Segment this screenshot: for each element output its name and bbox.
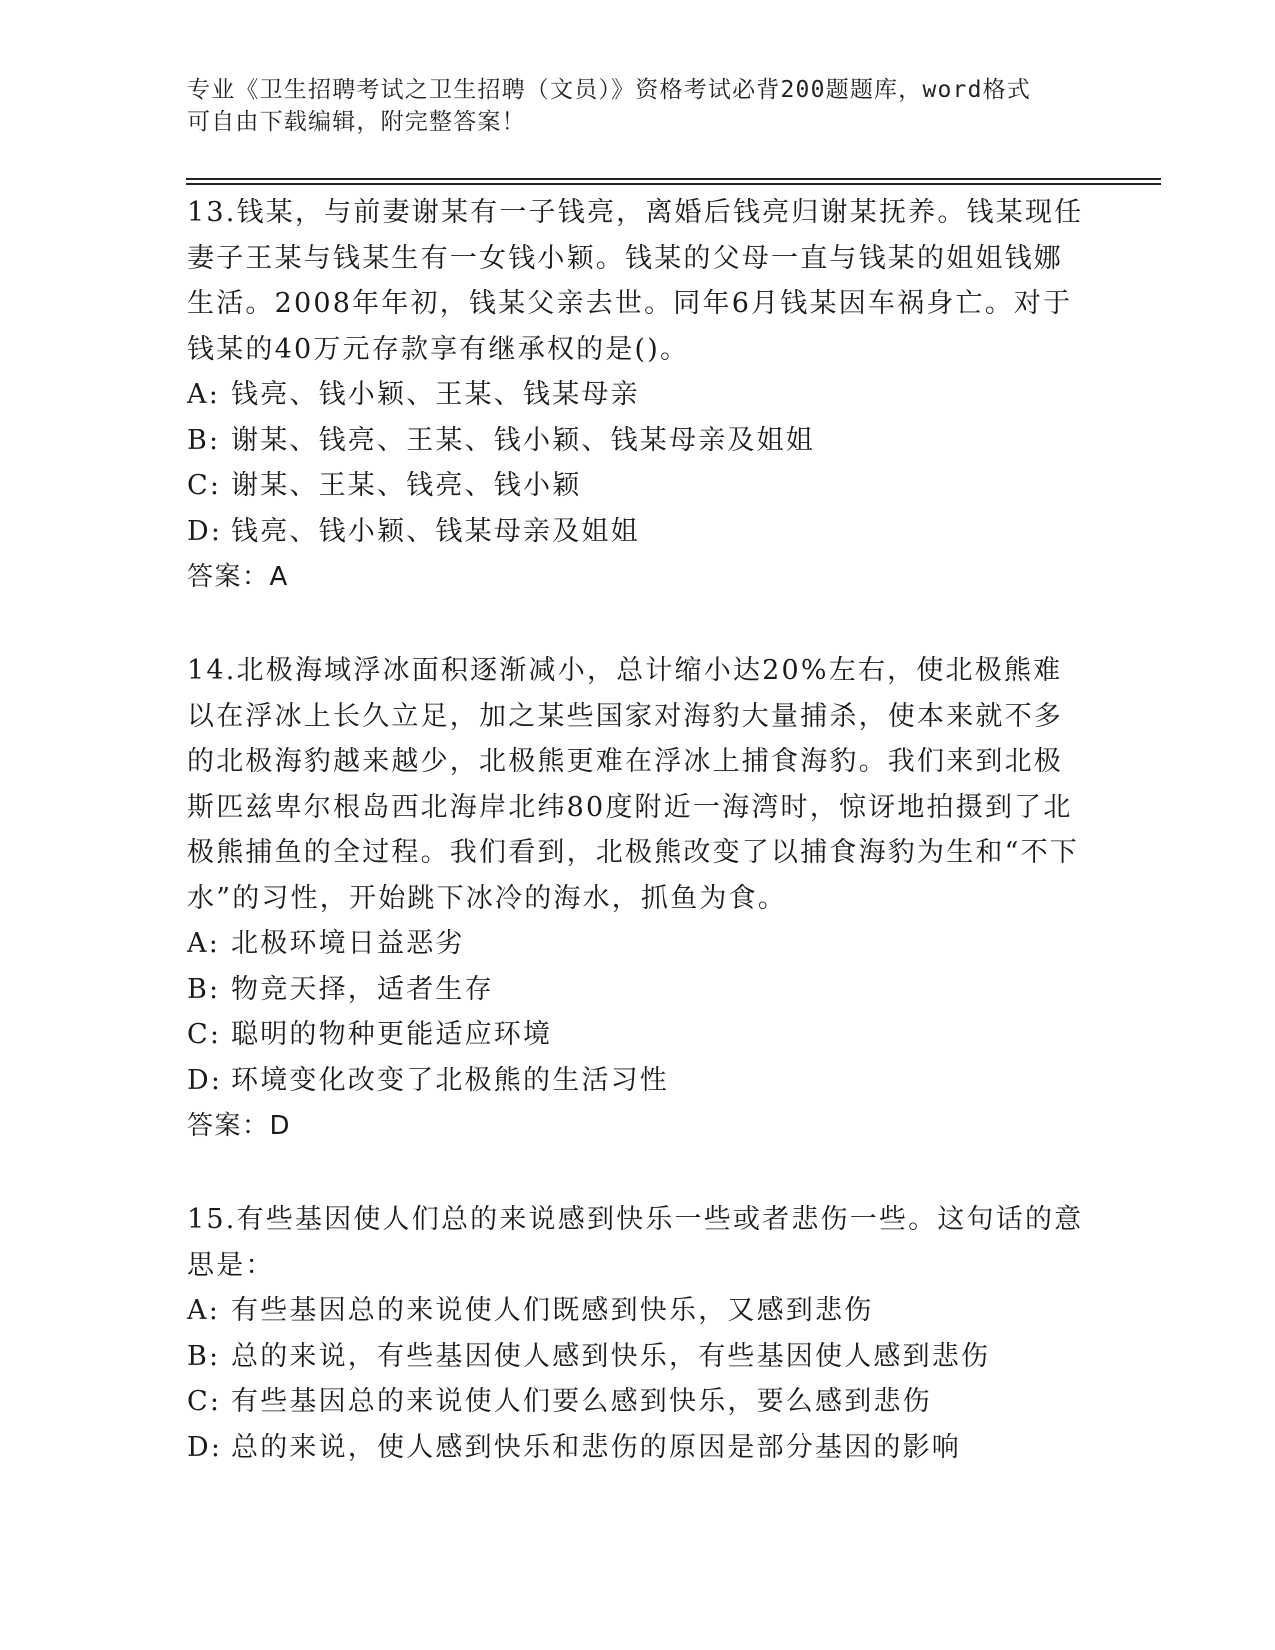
option-letter: A: [187, 928, 220, 959]
option-letter: A: [187, 1295, 220, 1326]
option-text: 聪明的物种更能适应环境 [231, 1019, 553, 1050]
question-stem: 14.北极海域浮冰面积逐渐减小，总计缩小达20%左右，使北极熊难以在浮冰上长久立足，加之某些国家对海豹大量捕杀，使本来就不多的北极海豹越来越少，北极熊更难在浮冰上捕食海豹。我们来到北极斯匹兹卑尔根岛西北海岸北纬80度附近一海湾时，惊讶地拍摄到了北极熊捕鱼的全过程。我们看到，北极熊改变了以捕食海豹为生和“不下水”的习性，开始跳下冰冷的海水，抓鱼为食。 [187, 655, 1080, 914]
option-letter: C: [187, 1019, 222, 1050]
answer-line: 答案：D [187, 1111, 292, 1141]
question-stem: 15.有些基因使人们总的来说感到快乐一些或者悲伤一些。这句话的意思是： [187, 1204, 1084, 1281]
option-a [187, 1288, 1087, 1334]
option-letter: D: [187, 515, 223, 547]
option-text: 物竞天择，适者生存 [231, 973, 494, 1005]
option-text: 总的来说，使人感到快乐和悲伤的原因是部分基因的影响 [231, 1431, 961, 1463]
option-b [187, 1334, 1087, 1380]
question-13 [187, 190, 1087, 600]
option-letter: A: [187, 379, 220, 410]
option-letter: B: [187, 973, 221, 1005]
option-letter: B: [187, 1340, 221, 1372]
option-c [187, 1012, 1087, 1058]
option-text: 钱亮、钱小颖、王某、钱某母亲 [231, 379, 640, 410]
header-line-2: 可自由下载编辑，附完整答案！ [187, 109, 526, 135]
option-text: 有些基因总的来说使人们要么感到快乐，要么感到悲伤 [231, 1386, 932, 1417]
option-c [187, 463, 1087, 509]
option-text: 谢某、钱亮、王某、钱小颖、钱某母亲及姐姐 [231, 424, 815, 456]
option-text: 谢某、王某、钱亮、钱小颖 [231, 470, 582, 501]
answer-line: 答案：A [187, 562, 289, 592]
option-text: 总的来说，有些基因使人感到快乐，有些基因使人感到悲伤 [231, 1340, 991, 1372]
option-d [187, 1425, 1087, 1471]
option-text: 北极环境日益恶劣 [231, 928, 465, 959]
option-c [187, 1379, 1087, 1425]
option-letter: D: [187, 1064, 223, 1096]
header-line-1: 专业《卫生招聘考试之卫生招聘（文员）》资格考试必背200题题库，word格式 [187, 77, 1032, 103]
question-list [187, 190, 1087, 1518]
option-letter: C: [187, 470, 222, 501]
question-stem: 13.钱某，与前妻谢某有一子钱亮，离婚后钱亮归谢某抚养。钱某现任妻子王某与钱某生有一女钱小颖。钱某的父母一直与钱某的姐姐钱娜生活。2008年年初，钱某父亲去世。同年6月钱某因车祸身亡。对于钱某的40万元存款享有继承权的是()。 [187, 197, 1084, 365]
option-text: 有些基因总的来说使人们既感到快乐，又感到悲伤 [231, 1295, 874, 1326]
header-rule-top [186, 178, 1161, 180]
option-text: 钱亮、钱小颖、钱某母亲及姐姐 [231, 515, 640, 547]
header-rule-bottom [186, 183, 1161, 185]
option-text: 环境变化改变了北极熊的生活习性 [231, 1064, 669, 1096]
option-letter: D: [187, 1431, 223, 1463]
option-letter: B: [187, 424, 221, 456]
option-b [187, 418, 1087, 464]
page-header [187, 74, 1067, 138]
option-d [187, 509, 1087, 555]
option-letter: C: [187, 1386, 222, 1417]
question-14 [187, 648, 1087, 1149]
option-a [187, 372, 1087, 418]
option-a [187, 921, 1087, 967]
option-d [187, 1058, 1087, 1104]
question-15 [187, 1197, 1087, 1470]
option-b [187, 967, 1087, 1013]
